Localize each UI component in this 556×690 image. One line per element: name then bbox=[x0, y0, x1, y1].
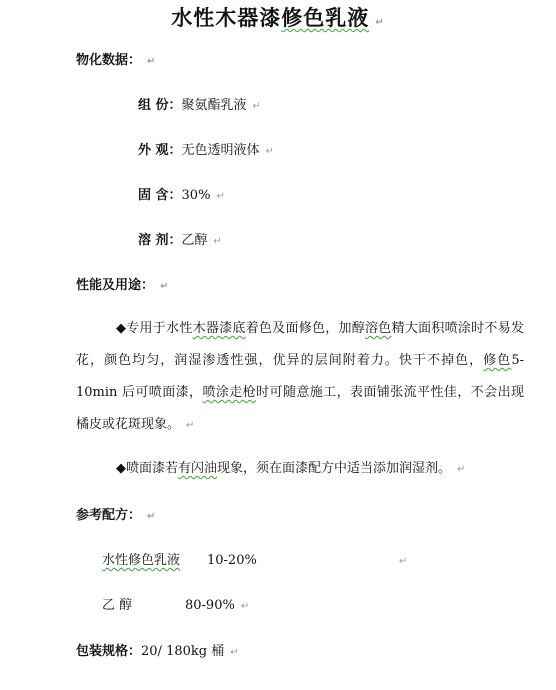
usage-text: 喷面漆若 bbox=[126, 461, 179, 476]
formula-ingredient: 乙 醇 bbox=[102, 598, 133, 613]
property-label: 组 份： bbox=[138, 98, 182, 113]
paragraph-mark-icon: ↵ bbox=[375, 17, 385, 28]
usage-text-flagged: 木器漆底 bbox=[192, 321, 246, 336]
paragraph-mark-icon: ↵ bbox=[230, 647, 239, 658]
physchem-heading-text: 物化数据： bbox=[76, 53, 142, 68]
packaging-row bbox=[76, 643, 239, 662]
formula-row-amount bbox=[207, 552, 257, 570]
usage-text: 专用于水性 bbox=[126, 321, 193, 336]
paragraph-mark-icon: ↵ bbox=[252, 101, 261, 112]
usage-paragraph-1 bbox=[76, 313, 524, 442]
title-text-flagged: 修色乳液 bbox=[281, 5, 370, 30]
property-value: 聚氨酯乳液 bbox=[181, 98, 247, 113]
property-row-solvent bbox=[138, 232, 222, 251]
usage-text: 精大面积喷涂时不易发花，颜色均匀，润湿渗透性强，优异的层间附着力。快干不掉色， bbox=[76, 321, 524, 368]
document-title bbox=[0, 4, 556, 37]
usage-text: 时可随意施工，表面铺张流平性佳，不会出现橘皮或花斑现象。 bbox=[76, 385, 524, 432]
property-label: 固 含： bbox=[138, 188, 182, 203]
usage-text-flagged: 有闪油 bbox=[178, 461, 218, 476]
property-value: 无色透明液体 bbox=[181, 143, 260, 158]
paragraph-mark-icon: ↵ bbox=[240, 601, 250, 612]
formula-amount: 80-90% bbox=[185, 598, 235, 613]
usage-heading-text: 性能及用途： bbox=[76, 278, 155, 293]
formula-heading bbox=[76, 507, 155, 526]
usage-text: 5-10min 后可喷面漆， bbox=[76, 353, 524, 400]
paragraph-mark-icon: ↵ bbox=[213, 236, 222, 247]
formula-heading-text: 参考配方： bbox=[76, 508, 142, 523]
paragraph-mark-icon: ↵ bbox=[147, 511, 156, 522]
property-label: 溶 剂： bbox=[138, 233, 182, 248]
usage-text-flagged: 溶色 bbox=[365, 321, 392, 336]
usage-text-flagged: 修色 bbox=[483, 353, 512, 368]
bullet-diamond-icon: ◆ bbox=[116, 461, 126, 476]
physchem-heading bbox=[76, 52, 155, 71]
property-label: 外 观： bbox=[138, 143, 182, 158]
property-row-solids bbox=[138, 187, 225, 206]
paragraph-mark-icon: ↵ bbox=[216, 191, 225, 202]
paragraph-mark-icon: ↵ bbox=[457, 464, 466, 475]
usage-heading bbox=[76, 277, 168, 296]
title-text: 水性木器漆 bbox=[171, 5, 282, 30]
formula-row-mark bbox=[399, 552, 407, 571]
property-value: 30% bbox=[181, 188, 211, 203]
packaging-label: 包装规格： bbox=[76, 644, 142, 659]
formula-row-amount bbox=[185, 597, 249, 616]
usage-text: 现象，须在面漆配方中适当添加润湿剂。 bbox=[217, 461, 452, 476]
formula-ingredient: 水性修色乳液 bbox=[102, 553, 181, 568]
property-row-composition bbox=[138, 97, 261, 116]
paragraph-mark-icon: ↵ bbox=[160, 281, 169, 292]
formula-row-name bbox=[102, 597, 132, 615]
bullet-diamond-icon: ◆ bbox=[116, 321, 127, 336]
property-value: 乙醇 bbox=[181, 233, 208, 248]
packaging-value: 20/ 180kg bbox=[141, 644, 208, 659]
usage-paragraph-2 bbox=[76, 453, 524, 486]
usage-text-flagged: 喷涂走枪 bbox=[202, 385, 257, 400]
packaging-unit: 桶 bbox=[211, 644, 225, 659]
property-row-appearance bbox=[138, 142, 274, 161]
usage-text: 着色及面修色，加醇 bbox=[245, 321, 366, 336]
formula-amount: 10-20% bbox=[207, 553, 257, 568]
paragraph-mark-icon: ↵ bbox=[399, 556, 408, 567]
paragraph-mark-icon: ↵ bbox=[147, 56, 156, 67]
formula-row-name bbox=[102, 552, 180, 570]
paragraph-mark-icon: ↵ bbox=[186, 420, 195, 431]
paragraph-mark-icon: ↵ bbox=[265, 146, 274, 157]
